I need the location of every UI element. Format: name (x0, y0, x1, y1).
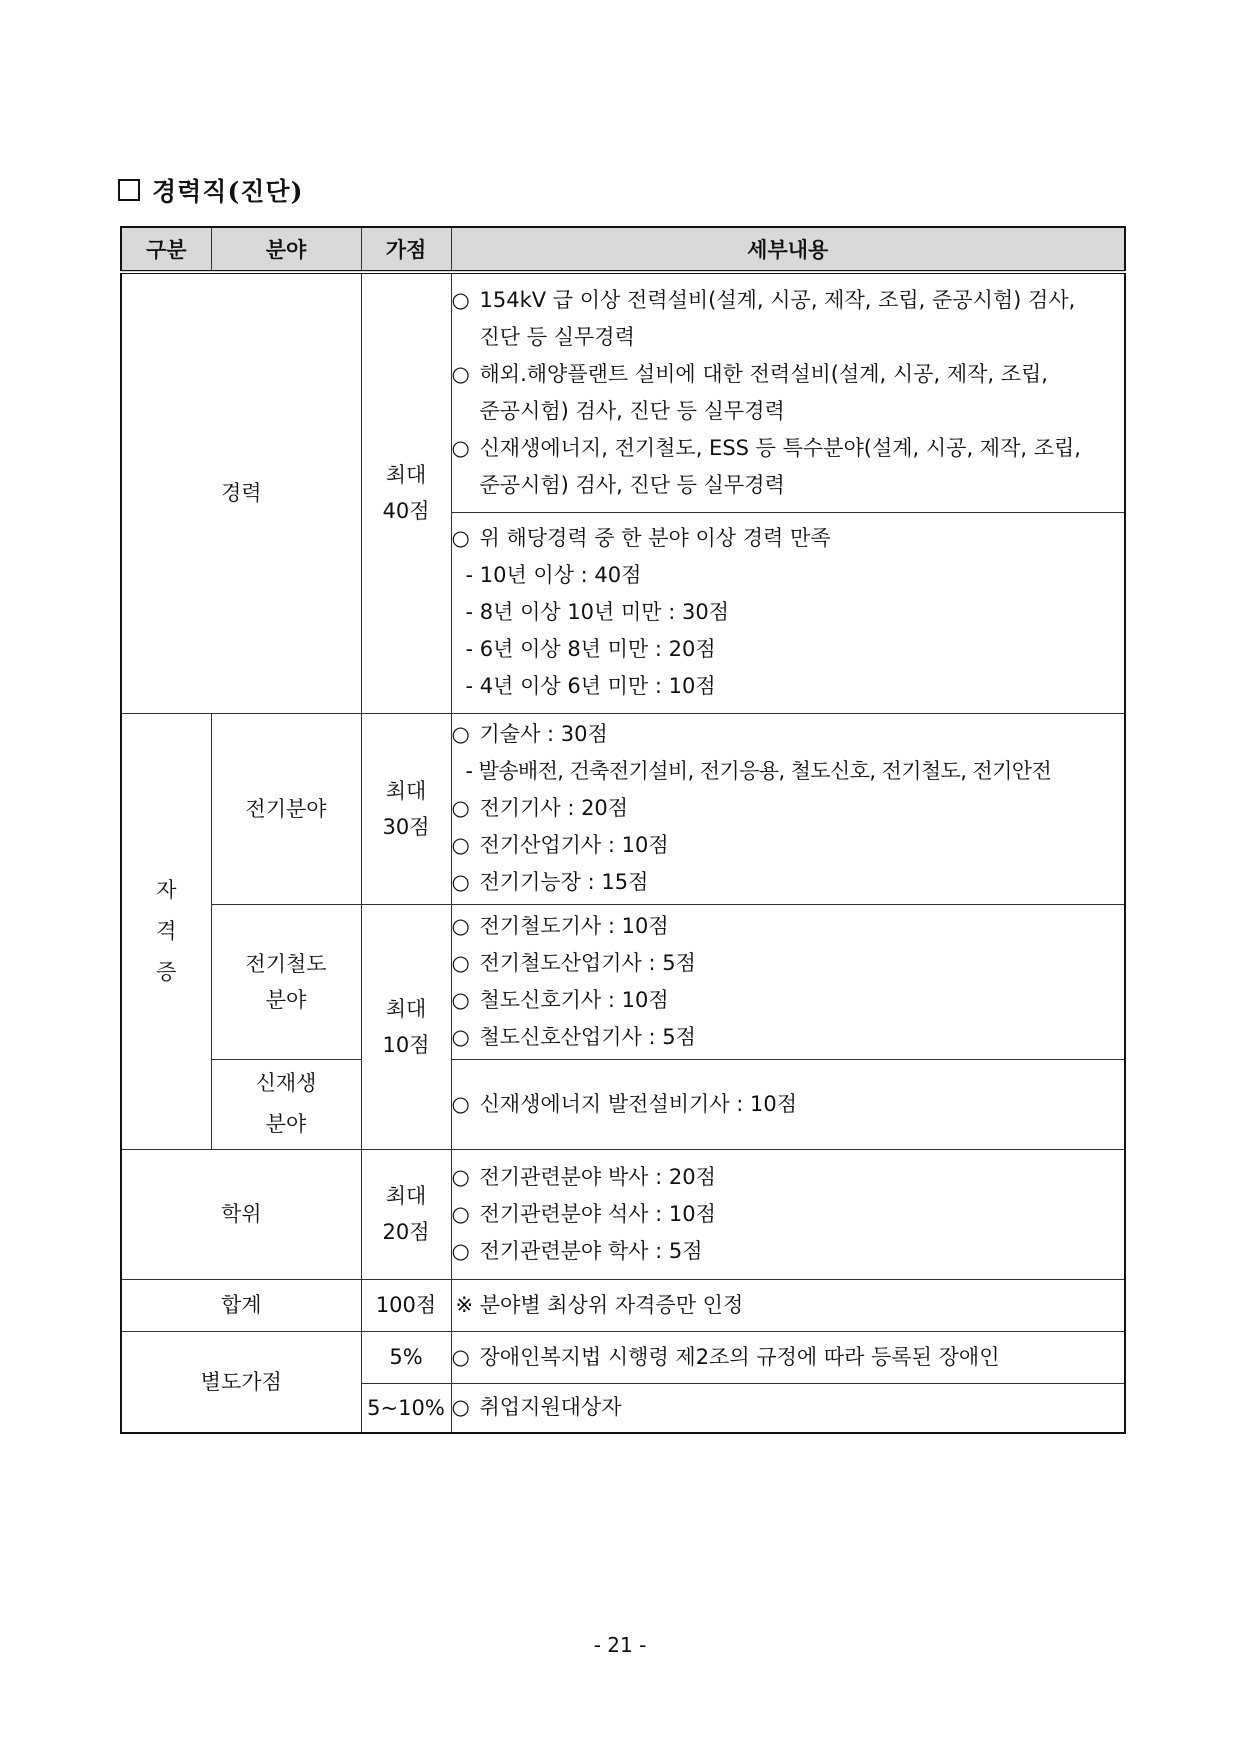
list-item: ○ 전기철도산업기사 : 5점 (452, 945, 1125, 982)
bonus-row (121, 1331, 1125, 1383)
header-category: 구분 (121, 227, 211, 272)
list-item: ○ 신재생에너지 발전설비기사 : 10점 (452, 1086, 1125, 1123)
table-header-row (121, 227, 1125, 272)
degree-points: 최대 20점 (361, 1149, 451, 1279)
bonus-points: 5% (361, 1331, 451, 1383)
career-fields: ○ 154kV 급 이상 전력설비(설계, 시공, 제작, 조립, 준공시험) 검사, 진단 등 실무경력 ○ 해외.해양플랜트 설비에 대한 전력설비(설계, 시공, 제작, 조립, 준공시험) 검사, 진단 등 실무경력 ○ 신재생에너지, 전기철도, ESS 등 특수분야(설계, 시공, 제작, 조립, 준공시험) 검사, 진단 등 실무경력 (451, 272, 1125, 512)
circle-bullet-icon: ○ (451, 1164, 470, 1189)
circle-bullet-icon: ○ (451, 1091, 470, 1116)
header-points: 가점 (361, 227, 451, 272)
cert-railway-renewable-points: 최대 10점 (361, 904, 451, 1149)
list-item: ○ 철도신호산업기사 : 5점 (452, 1019, 1125, 1056)
total-points: 100점 (361, 1279, 451, 1331)
list-item: ○ 전기철도기사 : 10점 (452, 908, 1125, 945)
circle-bullet-icon: ○ (451, 796, 470, 820)
career-label: 경력 (121, 272, 361, 713)
circle-bullet-icon: ○ (451, 913, 470, 938)
cert-electrical-field: 전기분야 (211, 713, 361, 904)
list-item: ○ 기술사 : 30점 (452, 716, 1125, 753)
cert-electrical-row (121, 713, 1125, 904)
list-item: ○ 철도신호기사 : 10점 (452, 982, 1125, 1019)
career-row (121, 272, 1125, 512)
list-item: ○ 전기산업기사 : 10점 (452, 827, 1125, 864)
list-item: ○ 장애인복지법 시행령 제2조의 규정에 따라 등록된 장애인 (452, 1339, 1125, 1376)
list-item: ○ 해외.해양플랜트 설비에 대한 전력설비(설계, 시공, 제작, 조립, (452, 356, 1125, 393)
cert-railway-field: 전기철도 분야 (211, 904, 361, 1059)
degree-label: 학위 (121, 1149, 361, 1279)
total-row (121, 1279, 1125, 1331)
career-scoring (451, 512, 1125, 713)
cert-railway-items (451, 904, 1125, 1059)
circle-bullet-icon: ○ (451, 722, 470, 746)
circle-bullet-icon: ○ (451, 435, 470, 460)
total-note: ※ 분야별 최상위 자격증만 인정 (451, 1279, 1125, 1331)
checkbox-square-icon (118, 179, 140, 201)
list-item: ○ 전기기사 : 20점 (452, 790, 1125, 827)
scoring-criteria-table (120, 226, 1126, 1434)
circle-bullet-icon: ○ (451, 361, 470, 386)
total-label: 합계 (121, 1279, 361, 1331)
circle-bullet-icon: ○ (451, 950, 470, 975)
circle-bullet-icon: ○ (451, 526, 470, 550)
bonus-label: 별도가점 (121, 1331, 361, 1433)
header-details: 세부내용 (451, 227, 1125, 272)
cert-renewable-row (121, 1059, 1125, 1149)
section-title (118, 172, 303, 208)
header-field: 분야 (211, 227, 361, 272)
circle-bullet-icon: ○ (451, 1344, 470, 1369)
circle-bullet-icon: ○ (451, 870, 470, 894)
bonus-detail (451, 1331, 1125, 1383)
page-number: - 21 - (593, 1633, 647, 1657)
circle-bullet-icon: ○ (451, 287, 470, 312)
list-item: ○ 위 해당경력 중 한 분야 이상 경력 만족 (452, 520, 1125, 557)
cert-railway-row (121, 904, 1125, 1059)
circle-bullet-icon: ○ (451, 987, 470, 1012)
list-item: - 발송배전, 건축전기설비, 전기응용, 철도신호, 전기철도, 전기안전 (465, 759, 1052, 783)
cert-renewable-items (451, 1059, 1125, 1149)
list-item: ○ 154kV 급 이상 전력설비(설계, 시공, 제작, 조립, 준공시험) 검사, (452, 282, 1125, 319)
bonus-detail (451, 1383, 1125, 1433)
list-item: - 10년 이상 : 40점 (465, 563, 642, 587)
circle-bullet-icon: ○ (451, 1024, 470, 1049)
cert-label: 자 격 증 (121, 713, 211, 1149)
circle-bullet-icon: ○ (451, 1395, 470, 1420)
career-points: 최대 40점 (361, 272, 451, 713)
list-item: - 4년 이상 6년 미만 : 10점 (465, 674, 716, 698)
list-item: ○ 전기기능장 : 15점 (452, 864, 1125, 901)
cert-electrical-points: 최대 30점 (361, 713, 451, 904)
circle-bullet-icon: ○ (451, 833, 470, 857)
circle-bullet-icon: ○ (451, 1201, 470, 1226)
list-item: - 6년 이상 8년 미만 : 20점 (465, 637, 716, 661)
degree-row (121, 1149, 1125, 1279)
circle-bullet-icon: ○ (451, 1238, 470, 1263)
cert-renewable-field: 신재생 분야 (211, 1059, 361, 1149)
list-item: ○ 취업지원대상자 (452, 1389, 1125, 1426)
bonus-points: 5~10% (361, 1383, 451, 1433)
list-item: ○ 신재생에너지, 전기철도, ESS 등 특수분야(설계, 시공, 제작, 조립, (452, 430, 1125, 467)
list-item: ○ 전기관련분야 학사 : 5점 (452, 1233, 1125, 1270)
list-item: ○ 전기관련분야 박사 : 20점 (452, 1159, 1125, 1196)
list-item: ○ 전기관련분야 석사 : 10점 (452, 1196, 1125, 1233)
section-title-text: 경력직(진단) (152, 177, 304, 206)
cert-electrical-items (451, 713, 1125, 904)
degree-items (451, 1149, 1125, 1279)
list-item: - 8년 이상 10년 미만 : 30점 (465, 600, 730, 624)
